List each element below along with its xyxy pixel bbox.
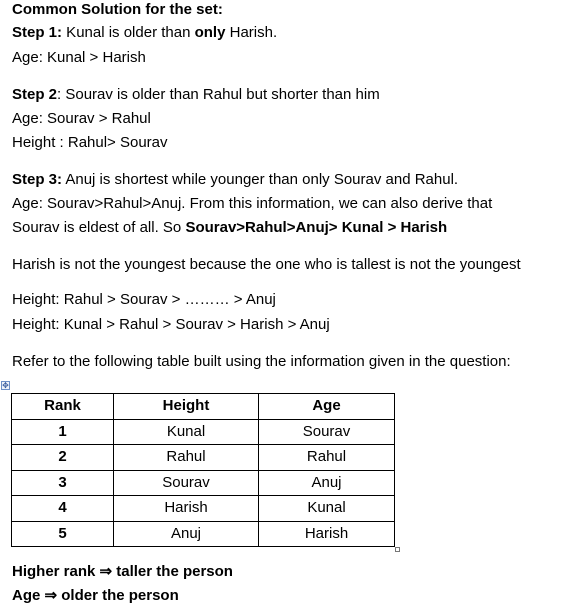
table-row	[12, 521, 395, 547]
height-cell: Anuj	[114, 521, 259, 547]
harish-note: Harish is not the youngest because the one who is tallest is not the youngest	[12, 256, 521, 273]
step1-line: Step 1: Kunal is older than only Harish.	[12, 24, 278, 41]
step3-line: Step 3: Anuj is shortest while younger than only Sourav and Rahul.	[12, 171, 459, 188]
table-row	[12, 419, 395, 445]
table-header-row	[12, 394, 395, 420]
rank-cell: 4	[12, 496, 114, 522]
footer-age-note: Age ⇒ older the person	[12, 587, 179, 604]
height-cell: Sourav	[114, 470, 259, 496]
heading: Common Solution for the set:	[12, 1, 223, 18]
refer-note: Refer to the following table built using the information given in the question:	[12, 353, 511, 370]
table-header-age: Age	[259, 394, 395, 420]
step2-height: Height : Rahul> Sourav	[12, 134, 168, 151]
rank-cell: 2	[12, 445, 114, 471]
rank-cell: 3	[12, 470, 114, 496]
rank-cell: 5	[12, 521, 114, 547]
step3-conclusion: Sourav is eldest of all. So Sourav>Rahul>Anuj> Kunal > Harish	[12, 219, 448, 236]
step3-age-line: Age: Sourav>Rahul>Anuj. From this information, we can also derive that	[12, 195, 493, 212]
table-header-height: Height	[114, 394, 259, 420]
table-header-rank: Rank	[12, 394, 114, 420]
step2-age: Age: Sourav > Rahul	[12, 110, 151, 127]
rank-table	[11, 393, 395, 547]
height-line-2: Height: Kunal > Rahul > Sourav > Harish > Anuj	[12, 316, 330, 333]
rank-cell: 1	[12, 419, 114, 445]
move-handle-icon[interactable]: ✥	[2, 381, 9, 390]
height-cell: Rahul	[114, 445, 259, 471]
step1-age: Age: Kunal > Harish	[12, 49, 146, 66]
table-row	[12, 470, 395, 496]
height-cell: Kunal	[114, 419, 259, 445]
height-line-1: Height: Rahul > Sourav > ……… > Anuj	[12, 291, 276, 308]
resize-handle-icon[interactable]	[395, 547, 400, 552]
age-cell: Anuj	[259, 470, 395, 496]
table-row	[12, 445, 395, 471]
height-cell: Harish	[114, 496, 259, 522]
age-cell: Harish	[259, 521, 395, 547]
footer-rank-note: Higher rank ⇒ taller the person	[12, 563, 233, 580]
age-cell: Sourav	[259, 419, 395, 445]
age-cell: Kunal	[259, 496, 395, 522]
table-row	[12, 496, 395, 522]
age-cell: Rahul	[259, 445, 395, 471]
step2-line: Step 2: Sourav is older than Rahul but shorter than him	[12, 86, 380, 103]
